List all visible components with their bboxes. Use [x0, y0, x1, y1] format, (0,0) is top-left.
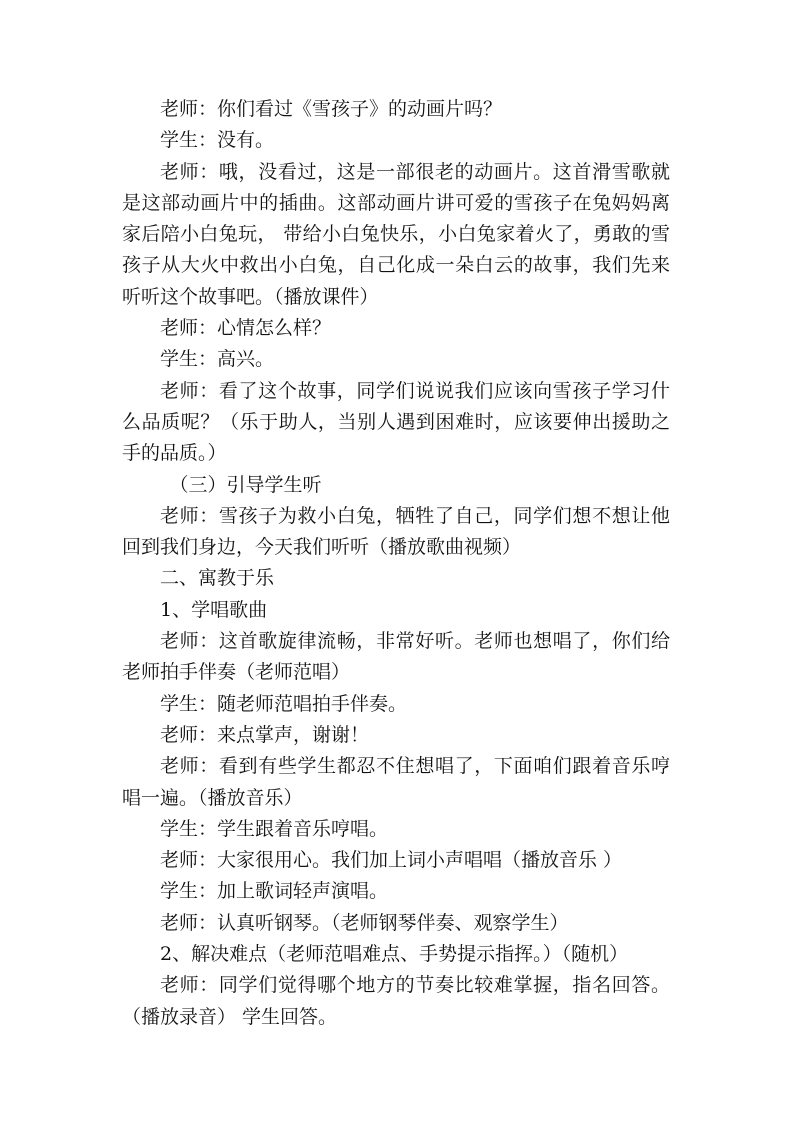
paragraph-8: 老师：雪孩子为救小白兔，牺牲了自己，同学们想不想让他回到我们身边，今天我们听听（播放歌曲视频）: [122, 504, 670, 559]
subsection-heading-1: 1、学唱歌曲: [160, 598, 268, 621]
section-heading-2: 二、寓教于乐: [160, 567, 275, 590]
paragraph-11: 老师：这首歌旋律流畅，非常好听。老师也想唱了，你们给老师拍手伴奏（老师范唱）: [122, 630, 670, 684]
paragraph-14: 老师：看到有些学生都忍不住想唱了，下面咱们跟着音乐哼唱一遍。（播放音乐）: [122, 755, 670, 809]
paragraph-12: 学生：随老师范唱拍手伴奏。: [160, 692, 408, 715]
paragraph-13: 老师：来点掌声，谢谢！: [160, 723, 370, 746]
subsection-heading-2: 2、解决难点（老师范唱难点、手势提示指挥。）（随机）: [160, 943, 629, 966]
paragraph-1: 老师：你们看过《雪孩子》的动画片吗？: [160, 98, 503, 120]
section-heading-listen: （三）引导学生听: [169, 473, 322, 496]
paragraph-6: 老师：看了这个故事，同学们说说我们应该向雪孩子学习什么品质呢？（乐于助人，当别人遇到困难时，应该要伸出援助之手的品质。）: [122, 379, 670, 465]
paragraph-17: 学生：加上歌词轻声演唱。: [160, 880, 389, 903]
paragraph-5: 学生：高兴。: [160, 348, 275, 371]
paragraph-15: 学生：学生跟着音乐哼唱。: [160, 817, 389, 840]
paragraph-3: 老师：哦，没看过，这是一部很老的动画片。这首滑雪歌就是这部动画片中的插曲。这部动画片讲可爱的雪孩子在兔妈妈离家后陪小白兔玩， 带给小白兔快乐，小白兔家着火了，勇敢的雪孩子从大火中救出小白兔，自己化成一朵白云的故事，我们先来听听这个故事吧。（播放课件）: [122, 160, 670, 308]
paragraph-20: 老师：同学们觉得哪个地方的节奏比较难掌握，指名回答。（播放录音） 学生回答。: [122, 974, 670, 1028]
paragraph-2: 学生：没有。: [160, 129, 275, 152]
paragraph-16: 老师：大家很用心。我们加上词小声唱唱（播放音乐 ）: [160, 849, 623, 872]
paragraph-4: 老师：心情怎么样？: [160, 317, 332, 340]
paragraph-18: 老师：认真听钢琴。（老师钢琴伴奏、观察学生）: [160, 911, 569, 934]
document-page: [122, 94, 670, 1033]
